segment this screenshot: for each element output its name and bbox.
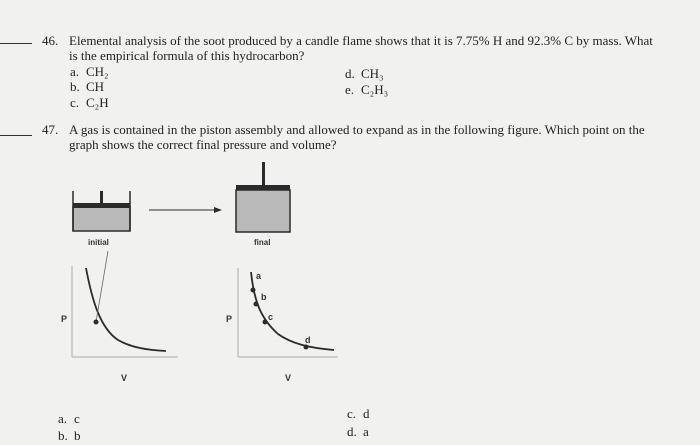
graph-final [238,268,338,357]
final-gas [236,190,290,232]
point-c-label: c [268,312,274,322]
q47-option-d[interactable] [347,424,369,439]
initial-piston [73,191,130,231]
option-letter: b. [58,428,68,443]
question-47-line1: A gas is contained in the piston assembly and allowed to expand as in the following figure. Which point on the [69,122,645,137]
question-46-line1: Elemental analysis of the soot produced by a candle flame shows that it is 7.75% H and 92.3% C by mass. What [69,33,653,48]
question-46-number: 46. [42,33,59,48]
option-text: CH₂ [86,64,109,79]
initial-state-point [94,320,99,325]
option-letter: a. [58,411,68,426]
option-text: CH [86,79,105,94]
final-caption: final [254,238,271,247]
option-text: b [74,428,81,443]
point-a-label: a [256,271,262,281]
final-piston [236,162,290,232]
point-d [304,345,309,350]
q47-option-a[interactable] [58,411,80,426]
q47-option-b[interactable] [58,428,81,443]
option-text: CH₃ [361,66,384,81]
q47-option-c[interactable] [347,406,370,421]
option-letter: d. [347,424,357,439]
option-letter: c. [70,95,80,110]
question-47-number: 47. [42,122,59,137]
option-text: C₂H [86,95,109,110]
option-letter: b. [70,79,80,94]
initial-caption: initial [88,238,109,247]
graph2-p-label: P [226,314,233,324]
option-text: d [363,406,370,421]
graph-initial [72,251,178,357]
point-d-label: d [305,335,311,345]
option-letter: a. [70,64,80,79]
initial-piston-rod [100,191,103,204]
graph2-v-label: V [285,373,292,383]
option-letter: e. [345,82,355,97]
isotherm-curve-2 [251,272,334,350]
option-text: C₂H₃ [361,82,389,97]
point-c [263,320,268,325]
question-47-line2: graph shows the correct final pressure and volume? [69,137,337,152]
option-text: c [74,411,80,426]
question-46-line2: is the empirical formula of this hydrocarbon? [69,48,305,63]
final-piston-rod [262,162,265,186]
graph1-v-label: V [121,373,128,383]
expansion-arrow [149,207,222,213]
initial-gas [73,207,130,231]
graph1-p-label: P [61,314,68,324]
point-b [254,302,259,307]
option-text: a [363,424,369,439]
point-a [251,288,256,293]
option-letter: c. [347,406,357,421]
point-b-label: b [261,292,267,302]
option-letter: d. [345,66,355,81]
